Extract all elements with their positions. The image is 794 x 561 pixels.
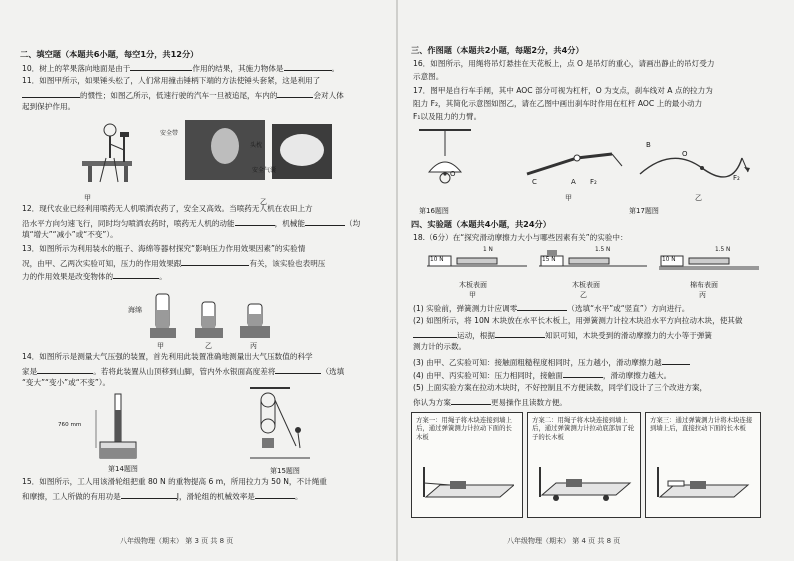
q14-line3: “变大”“变小”或“不变”）。 [22,378,111,387]
fig16-o-label: O [450,170,456,178]
q11-text-c: 会对人体 [313,91,344,100]
plan-3-box [645,412,761,518]
q12-text-a: 沿水平方向匀速飞行，同时均匀喷洒农药时，喷药无人机的动能 [22,219,235,228]
q18-1-blank[interactable] [517,302,567,311]
fig18-surface-yi: 木板表面 [572,281,600,289]
plan-1-diagram [420,463,514,503]
q11-blank-2[interactable] [277,89,313,98]
q12-text-b: ，机械能 [274,219,305,228]
q11-line2 [22,89,344,101]
fig17-f2-label-jia: F₂ [590,178,597,186]
q14-text-b: 。若将此装置从山顶移到山脚，管内外水银面高度差将 [93,367,276,376]
q18-4 [413,369,671,381]
hammer-person-illustration [82,124,132,182]
figure-15-pulley [250,386,310,466]
fig17-o-label: O [682,150,688,158]
plan-3-diagram [654,463,750,503]
q13-text-a: 况，由甲、乙两次实验可知，压力的作用效果跟 [22,259,182,268]
q18-2-line3: 测力计的示数。 [413,342,467,351]
q11-line3: 起到保护作用。 [22,102,76,111]
fig18-15n: 15 N [542,257,556,263]
fig17-f2-label-yi: F₂ [733,174,740,182]
q18-2-blank-1[interactable] [413,329,457,338]
q12-line3: 填“增大”“减小”或“不变”）。 [22,230,118,239]
q18-3 [413,356,690,368]
q17-line3: F₁以及阻力的力臂。 [413,112,482,121]
q14-blank-2[interactable] [275,365,321,374]
q14-text-a: 家是 [22,367,38,376]
figure-13-bottles [150,284,310,340]
fig13-label-bing: 丙 [250,342,257,350]
fig18-surface-jia: 木板表面 [459,281,487,289]
q11-blank-1[interactable] [22,89,80,98]
q12-line2 [22,217,360,229]
q13-text-c: 力的作用效果是改变物体的 [22,272,114,281]
right-page [397,0,794,561]
q12-blank-1[interactable] [235,217,275,226]
fig13-label-yi: 乙 [205,342,212,350]
q18-2-line2 [413,329,712,341]
q18-5-line2 [413,396,567,408]
plan-3-text: 方案三：通过弹簧测力计将木块连接到墙上后，直接拉动下面的长木板 [650,416,753,433]
fig11-airbag-label: 安全气囊 [252,167,277,174]
q10-text-a: 10．树上的苹果落向地面是由于 [22,64,131,73]
fig17-a-label: A [571,178,576,186]
fig11-label-jia: 甲 [84,194,91,202]
q13-line1: 13．如图所示为利用装水的瓶子、海绵等器材探究“影响压力作用效果因素”的实验情 [22,244,306,253]
q10-blank-2[interactable] [284,62,332,71]
fig18-1-5n-yi: 1.5 N [595,247,611,253]
fig17-label-jia: 甲 [565,194,572,202]
fig18-10n-bing: 10 N [662,257,676,263]
q18-1-text-b: 调零 [502,304,518,313]
fig11-seatbelt-label: 安全带 [160,130,179,137]
section4-title: 四、实验题（本题共4小题，共24分） [411,219,551,229]
q18-1-text-c: （选填“水平”或“竖直”）方向进行。 [567,304,690,313]
fig17-c-label: C [532,178,537,186]
q13-text-d: 。 [159,272,167,281]
q15-text-a: 和摩擦，工人所做的有用功是 [22,492,121,501]
q12-line1: 12．现代农业已经利用喷药无人机喷洒农药了，安全又高效。当喷药无人机在农田上方 [22,204,313,213]
q14-line2 [22,365,344,377]
fig17-b-label: B [646,141,651,149]
q17-line1: 17．图甲是自行车手闸，其中 AOC 部分可视为杠杆，O 为支点，刹车线对 A 点的拉力为 [413,86,713,95]
fig11-headrest-label: 头枕 [250,142,263,149]
q11-line1: 11．如图甲所示，如果锤头松了，人们常用撞击锤柄下端的方法使锤头套紧，这是利用了 [22,76,321,85]
q15-blank-2[interactable] [255,490,295,499]
q15-line1: 15．如图所示，工人用该滑轮组把重 80 N 的重物提高 6 m，所用拉力为 50 N，不计绳重 [22,477,327,486]
q17-line2: 阻力 F₂，其简化示意图如图乙，请在乙图中画出刹车时作用在杠杆 AOC 上的最小动力 [413,99,703,108]
plan-2-text: 方案二：用绳子将木块连接到墙上后，通过弹簧测力计拉动底部加了轮子的长木板 [532,416,635,441]
q10 [22,62,339,74]
fig14-caption: 第14题图 [108,465,138,473]
fig14-760mm: 760 mm [58,422,82,428]
q15-blank-1[interactable] [121,490,177,499]
fig18-label-jia: 甲 [469,291,476,299]
q12-blank-2[interactable] [305,217,345,226]
fig13-label-jia: 甲 [157,342,164,350]
q10-text-c: 。 [331,64,340,73]
q18-intro: 18.（6分）在“探究滑动摩擦力大小与哪些因素有关”的实验中： [413,233,628,242]
fig18-1n: 1 N [483,247,493,253]
q10-blank-1[interactable] [130,62,192,71]
q18-1 [413,302,689,314]
q15-text-c: 。 [294,492,303,501]
q18-4-text-a: (4) 由甲、丙实验可知：压力相同时，接触面 [413,371,563,380]
fig18-label-bing: 丙 [699,291,706,299]
q18-4-text-b: ，滑动摩擦力越大。 [602,371,672,380]
q18-5-blank[interactable] [451,396,491,405]
q14-text-c: （选填 [321,367,345,376]
q18-2-text-a: 运动，根据 [457,331,495,340]
plan-2-box [527,412,641,518]
fig18-surface-bing: 棉布表面 [690,281,718,289]
right-footer: 八年级物理（期末） 第 4 页 共 8 页 [507,537,621,545]
q13-line2 [22,257,325,269]
q12-text-c: （均 [345,219,361,228]
q13-text-b: 有关，该实验也表明压 [249,259,326,268]
section2-title: 二、填空题（本题共6小题，每空1分，共12分） [20,49,199,59]
section3-title: 三、作图题（本题共2小题，每题2分，共4分） [411,45,584,55]
fig18-1-5n-bing: 1.5 N [715,247,731,253]
q18-5-text-a: 你认为方案 [413,398,451,407]
figure-16-lamp [415,126,475,196]
plan-1-text: 方案一：用绳子将木块连接到墙上后，通过弹簧测力计拉动下面的长木板 [416,416,512,441]
fig11-label-yi: 乙 [260,198,267,206]
fig17-caption: 第17题图 [629,207,659,215]
fig17-label-yi: 乙 [695,194,702,202]
q18-2-blank-2[interactable] [495,329,545,338]
fig16-caption: 第16题图 [419,207,449,215]
q15-text-b: J，滑轮组的机械效率是 [176,492,255,501]
q16-line2: 示意图。 [413,72,444,81]
figure-14-barometer [82,392,152,464]
plan-1-box [411,412,523,518]
plan-2-diagram [536,463,632,503]
q18-3-text: (3) 由甲、乙实验可知：接触面粗糙程度相同时，压力越小，滑动摩擦力越 [413,358,662,367]
q18-3-blank[interactable] [662,356,690,365]
q15-line2 [22,490,303,502]
q16-line1: 16．如图所示，用绳将吊灯悬挂在天花板上，点 O 是吊灯的重心，请画出静止的吊灯受力 [413,59,715,68]
figure-11 [40,116,340,194]
q18-2-text-b: 知识可知，木块受到的滑动摩擦力的大小等于弹簧 [544,331,713,340]
q14-line1: 14．如图所示是测量大气压强的装置，首先利用此装置准确地测量出大气压数值的科学 [22,352,313,361]
q13-line3 [22,270,167,282]
q14-blank-1[interactable] [37,365,93,374]
q18-4-blank[interactable] [563,369,603,378]
q13-blank-1[interactable] [181,257,249,266]
fig13-sponge-label: 海绵 [128,306,142,314]
q18-2-line1: (2) 如图所示，将 10N 木块放在水平长木板上，用弹簧测力计拉木块沿水平方向拉动木块，使其做 [413,316,743,325]
q10-text-b: 作用的结果，其施力物体是 [192,64,284,73]
q18-5-text-b: 更易操作且读数方便。 [490,398,567,407]
left-footer: 八年级物理（期末） 第 3 页 共 8 页 [120,537,234,545]
q18-5-line1: (5) 上面实验方案在拉动木块时，不好控制且不方便读数，同学们设计了三个改进方案， [413,383,708,392]
q11-text-b: 的惯性；如图乙所示，低速行驶的汽车一旦被追尾，车内的 [80,91,278,100]
fig18-label-yi: 乙 [580,291,587,299]
q13-blank-2[interactable] [113,270,159,279]
fig15-caption: 第15题图 [270,467,300,475]
fig18-10n-jia: 10 N [430,257,444,263]
q18-1-text-a: (1) 实验前，弹簧测力计应 [413,304,503,313]
